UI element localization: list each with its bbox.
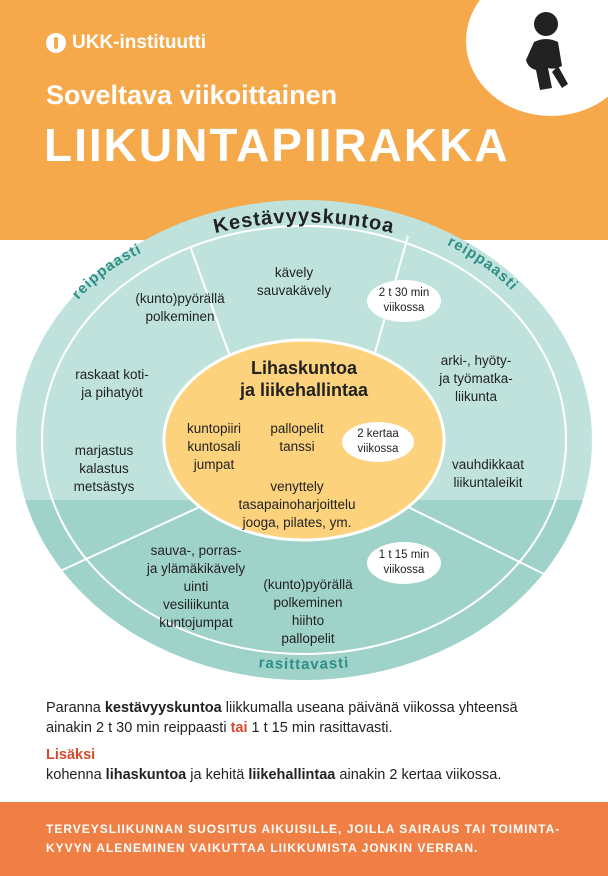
p1-text-d: ainakin 2 t 30 min reippaasti bbox=[46, 720, 231, 736]
page-title: LIIKUNTAPIIRAKKA bbox=[44, 119, 510, 171]
activity-cycling: (kunto)pyörällä polkeminen bbox=[135, 291, 225, 324]
p1-emphasis-or: tai bbox=[230, 720, 248, 736]
p2-emphasis-strength: lihaskuntoa bbox=[105, 767, 187, 783]
footer-banner bbox=[0, 802, 608, 876]
ukk-logo bbox=[46, 32, 206, 54]
label-kestavyyskuntoa: Kestävyyskuntoa bbox=[211, 205, 397, 238]
activity-commute: arki-, hyöty- ja työmatka- liikunta bbox=[439, 353, 513, 404]
activity-games: vauhdikkaat liikuntaleikit bbox=[451, 457, 525, 490]
activity-walking: kävely sauvakävely bbox=[256, 265, 332, 298]
badge-vigorous-time: 1 t 15 min bbox=[378, 549, 430, 561]
p2-emphasis-motor: liikehallintaa bbox=[248, 767, 336, 783]
activity-vigorous-right: (kunto)pyörällä polkeminen hiihto pallopelit bbox=[263, 577, 353, 646]
label-reippaasti-right: reippaasti bbox=[445, 233, 522, 295]
p1-text-a: Paranna bbox=[46, 700, 105, 716]
person-with-disability-icon bbox=[518, 10, 574, 94]
p2-text-a: kohenna bbox=[46, 767, 106, 783]
p1-emphasis-endurance: kestävyyskuntoa bbox=[104, 700, 222, 716]
center-activity-middle: pallopelit tanssi bbox=[270, 421, 324, 454]
label-rasittavasti: rasittavasti bbox=[258, 654, 350, 674]
activity-housework: raskaat koti- ja pihatyöt bbox=[75, 367, 149, 400]
page-subtitle: Soveltava viikoittainen bbox=[46, 80, 338, 110]
activity-vigorous-left: sauva-, porras- ja ylämäkikävely uinti vesiliikunta kuntojumpat bbox=[146, 543, 246, 630]
center-title: Lihaskuntoa ja liikehallintaa bbox=[239, 358, 369, 400]
p2-text-e: ainakin 2 kertaa viikossa. bbox=[335, 767, 502, 783]
p2-text-c: ja kehitä bbox=[186, 767, 249, 783]
p1-text-f: 1 t 15 min rasittavasti. bbox=[247, 720, 393, 736]
footer-text bbox=[46, 820, 576, 858]
footer-line-1: TERVEYSLIIKUNNAN SUOSITUS AIKUISILLE, JOILLA SAIRAUS TAI TOIMINTA- bbox=[46, 822, 561, 836]
recommendation-paragraph-2 bbox=[46, 765, 501, 785]
badge-brisk-duration bbox=[367, 280, 441, 322]
activity-outdoor: marjastus kalastus metsästys bbox=[73, 443, 135, 494]
recommendation-paragraph-1 bbox=[46, 698, 518, 738]
extra-label: Lisäksi bbox=[46, 747, 96, 763]
badge-vigorous-duration bbox=[367, 542, 441, 584]
logo-text: UKK-instituutti bbox=[72, 32, 207, 53]
badge-strength-frequency bbox=[342, 422, 414, 462]
ukk-logo-icon bbox=[46, 33, 66, 53]
badge-brisk-time: 2 t 30 min bbox=[378, 287, 430, 299]
p1-text-c: liikkumalla useana päivänä viikossa yhteensä bbox=[221, 700, 518, 716]
footer-line-2: KYVYN ALENEMINEN VAIKUTTAA LIIKKUMISTA JONKIN VERRAN. bbox=[46, 841, 479, 855]
label-reippaasti-left: reippaasti bbox=[68, 240, 145, 303]
badge-strength-count: 2 kertaa bbox=[357, 428, 399, 440]
center-activity-bottom: venyttely tasapainoharjoittelu jooga, pilates, ym. bbox=[238, 479, 356, 530]
center-activity-left: kuntopiiri kuntosali jumpat bbox=[186, 421, 242, 472]
badge-brisk-unit: viikossa bbox=[383, 302, 425, 314]
badge-strength-unit: viikossa bbox=[357, 443, 399, 455]
badge-vigorous-unit: viikossa bbox=[383, 564, 425, 576]
